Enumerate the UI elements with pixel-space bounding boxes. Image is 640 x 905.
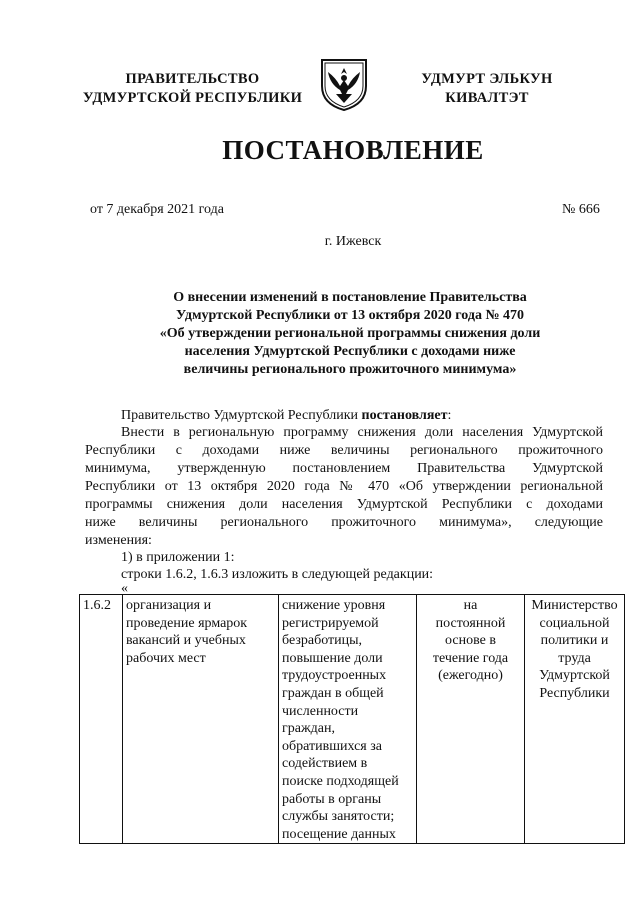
executor-line: Удмуртской bbox=[539, 668, 610, 684]
paragraph-line-2: Республики с доходами ниже величины регионального прожиточного bbox=[85, 443, 603, 458]
document-number: № 666 bbox=[562, 202, 600, 217]
udmurt-name-line-1: УДМУРТ ЭЛЬКУН bbox=[421, 71, 553, 87]
result-line: регистрируемой bbox=[282, 615, 379, 631]
activity-line: вакансий и учебных bbox=[126, 633, 246, 649]
paragraph-line-4: Республики от 13 октября 2020 года № 470 «Об утверждении региональной bbox=[85, 479, 603, 494]
government-name-russian bbox=[60, 70, 325, 108]
term-line: на bbox=[463, 598, 478, 613]
document-city: г. Ижевск bbox=[324, 234, 382, 249]
intro-colon: : bbox=[447, 408, 452, 423]
executor-line: Министерство bbox=[531, 598, 618, 613]
activity-line: проведение ярмарок bbox=[126, 615, 248, 631]
subject-line-3: «Об утверждении региональной программы снижения доли bbox=[159, 326, 541, 341]
executor-line: политики и bbox=[540, 633, 609, 649]
result-line: работы в органы bbox=[282, 791, 382, 807]
paragraph-line-7: изменения: bbox=[85, 533, 152, 548]
result-line: обратившихся за bbox=[282, 738, 382, 754]
term-line: постоянной bbox=[435, 615, 506, 631]
paragraph-line-6: ниже величины регионального прожиточного минимума», следующие bbox=[85, 515, 603, 530]
result-line: трудоустроенных bbox=[282, 668, 387, 684]
result-line: безработицы, bbox=[282, 633, 363, 649]
resolution-intro bbox=[121, 407, 451, 425]
document-date: от 7 декабря 2021 года bbox=[90, 202, 224, 217]
government-name-line-2: УДМУРТСКОЙ РЕСПУБЛИКИ bbox=[82, 90, 303, 106]
result-cell bbox=[279, 595, 417, 844]
result-line: поиске подходящей bbox=[282, 773, 399, 789]
result-line: граждан, bbox=[282, 721, 335, 737]
document-subject bbox=[95, 289, 605, 379]
executor-line: труда bbox=[558, 650, 591, 666]
document-type-title: ПОСТАНОВЛЕНИЕ bbox=[222, 135, 484, 165]
paragraph-line-5: программы снижения доли населения Удмуртской Республики с доходами bbox=[85, 497, 603, 512]
item-1-text: строки 1.6.2, 1.6.3 изложить в следующей редакции: bbox=[121, 567, 434, 582]
subject-line-5: величины регионального прожиточного минимума» bbox=[183, 362, 517, 377]
term-line: (ежегодно) bbox=[438, 668, 503, 684]
result-line: службы занятости; bbox=[282, 809, 395, 825]
activity-line: рабочих мест bbox=[126, 650, 206, 666]
result-line: повышение доли bbox=[282, 650, 383, 666]
term-cell bbox=[417, 595, 525, 844]
activity-line: организация и bbox=[126, 598, 212, 613]
program-table bbox=[79, 594, 625, 844]
subject-line-4: населения Удмуртской Республики с доходами ниже bbox=[184, 344, 516, 359]
result-line: численности bbox=[282, 703, 359, 719]
udmurt-name-line-2: КИВАЛТЭТ bbox=[445, 90, 529, 106]
paragraph-line-1: Внести в региональную программу снижения доли населения Удмуртской bbox=[121, 425, 603, 440]
term-line: течение года bbox=[432, 650, 509, 666]
table-row bbox=[80, 595, 625, 844]
activity-cell bbox=[123, 595, 279, 844]
quote-open-mark: « bbox=[121, 581, 128, 596]
result-line: посещение данных bbox=[282, 826, 396, 842]
paragraph-line-3: минимума, утвержденную постановлением Правительства Удмуртской bbox=[85, 461, 603, 476]
term-line: основе в bbox=[445, 633, 496, 649]
resolution-paragraph bbox=[85, 424, 603, 550]
result-line: содействием в bbox=[282, 756, 368, 772]
intro-text: Правительство Удмуртской Республики bbox=[121, 408, 362, 423]
result-line: граждан в общей bbox=[282, 685, 384, 701]
executor-cell bbox=[525, 595, 625, 844]
row-number-cell bbox=[80, 595, 123, 844]
government-name-line-1: ПРАВИТЕЛЬСТВО bbox=[125, 71, 260, 87]
government-name-udmurt bbox=[372, 70, 602, 108]
item-1: 1) в приложении 1: bbox=[121, 550, 235, 565]
subject-line-2: Удмуртской Республики от 13 октября 2020 года № 470 bbox=[175, 308, 525, 323]
coat-of-arms-emblem-icon bbox=[318, 56, 370, 112]
result-line: снижение уровня bbox=[282, 598, 386, 613]
row-number: 1.6.2 bbox=[83, 598, 111, 613]
intro-bold-word: постановляет bbox=[361, 408, 448, 423]
executor-line: социальной bbox=[539, 615, 610, 631]
subject-line-1: О внесении изменений в постановление Правительства bbox=[173, 290, 527, 305]
executor-line: Республики bbox=[539, 685, 610, 701]
